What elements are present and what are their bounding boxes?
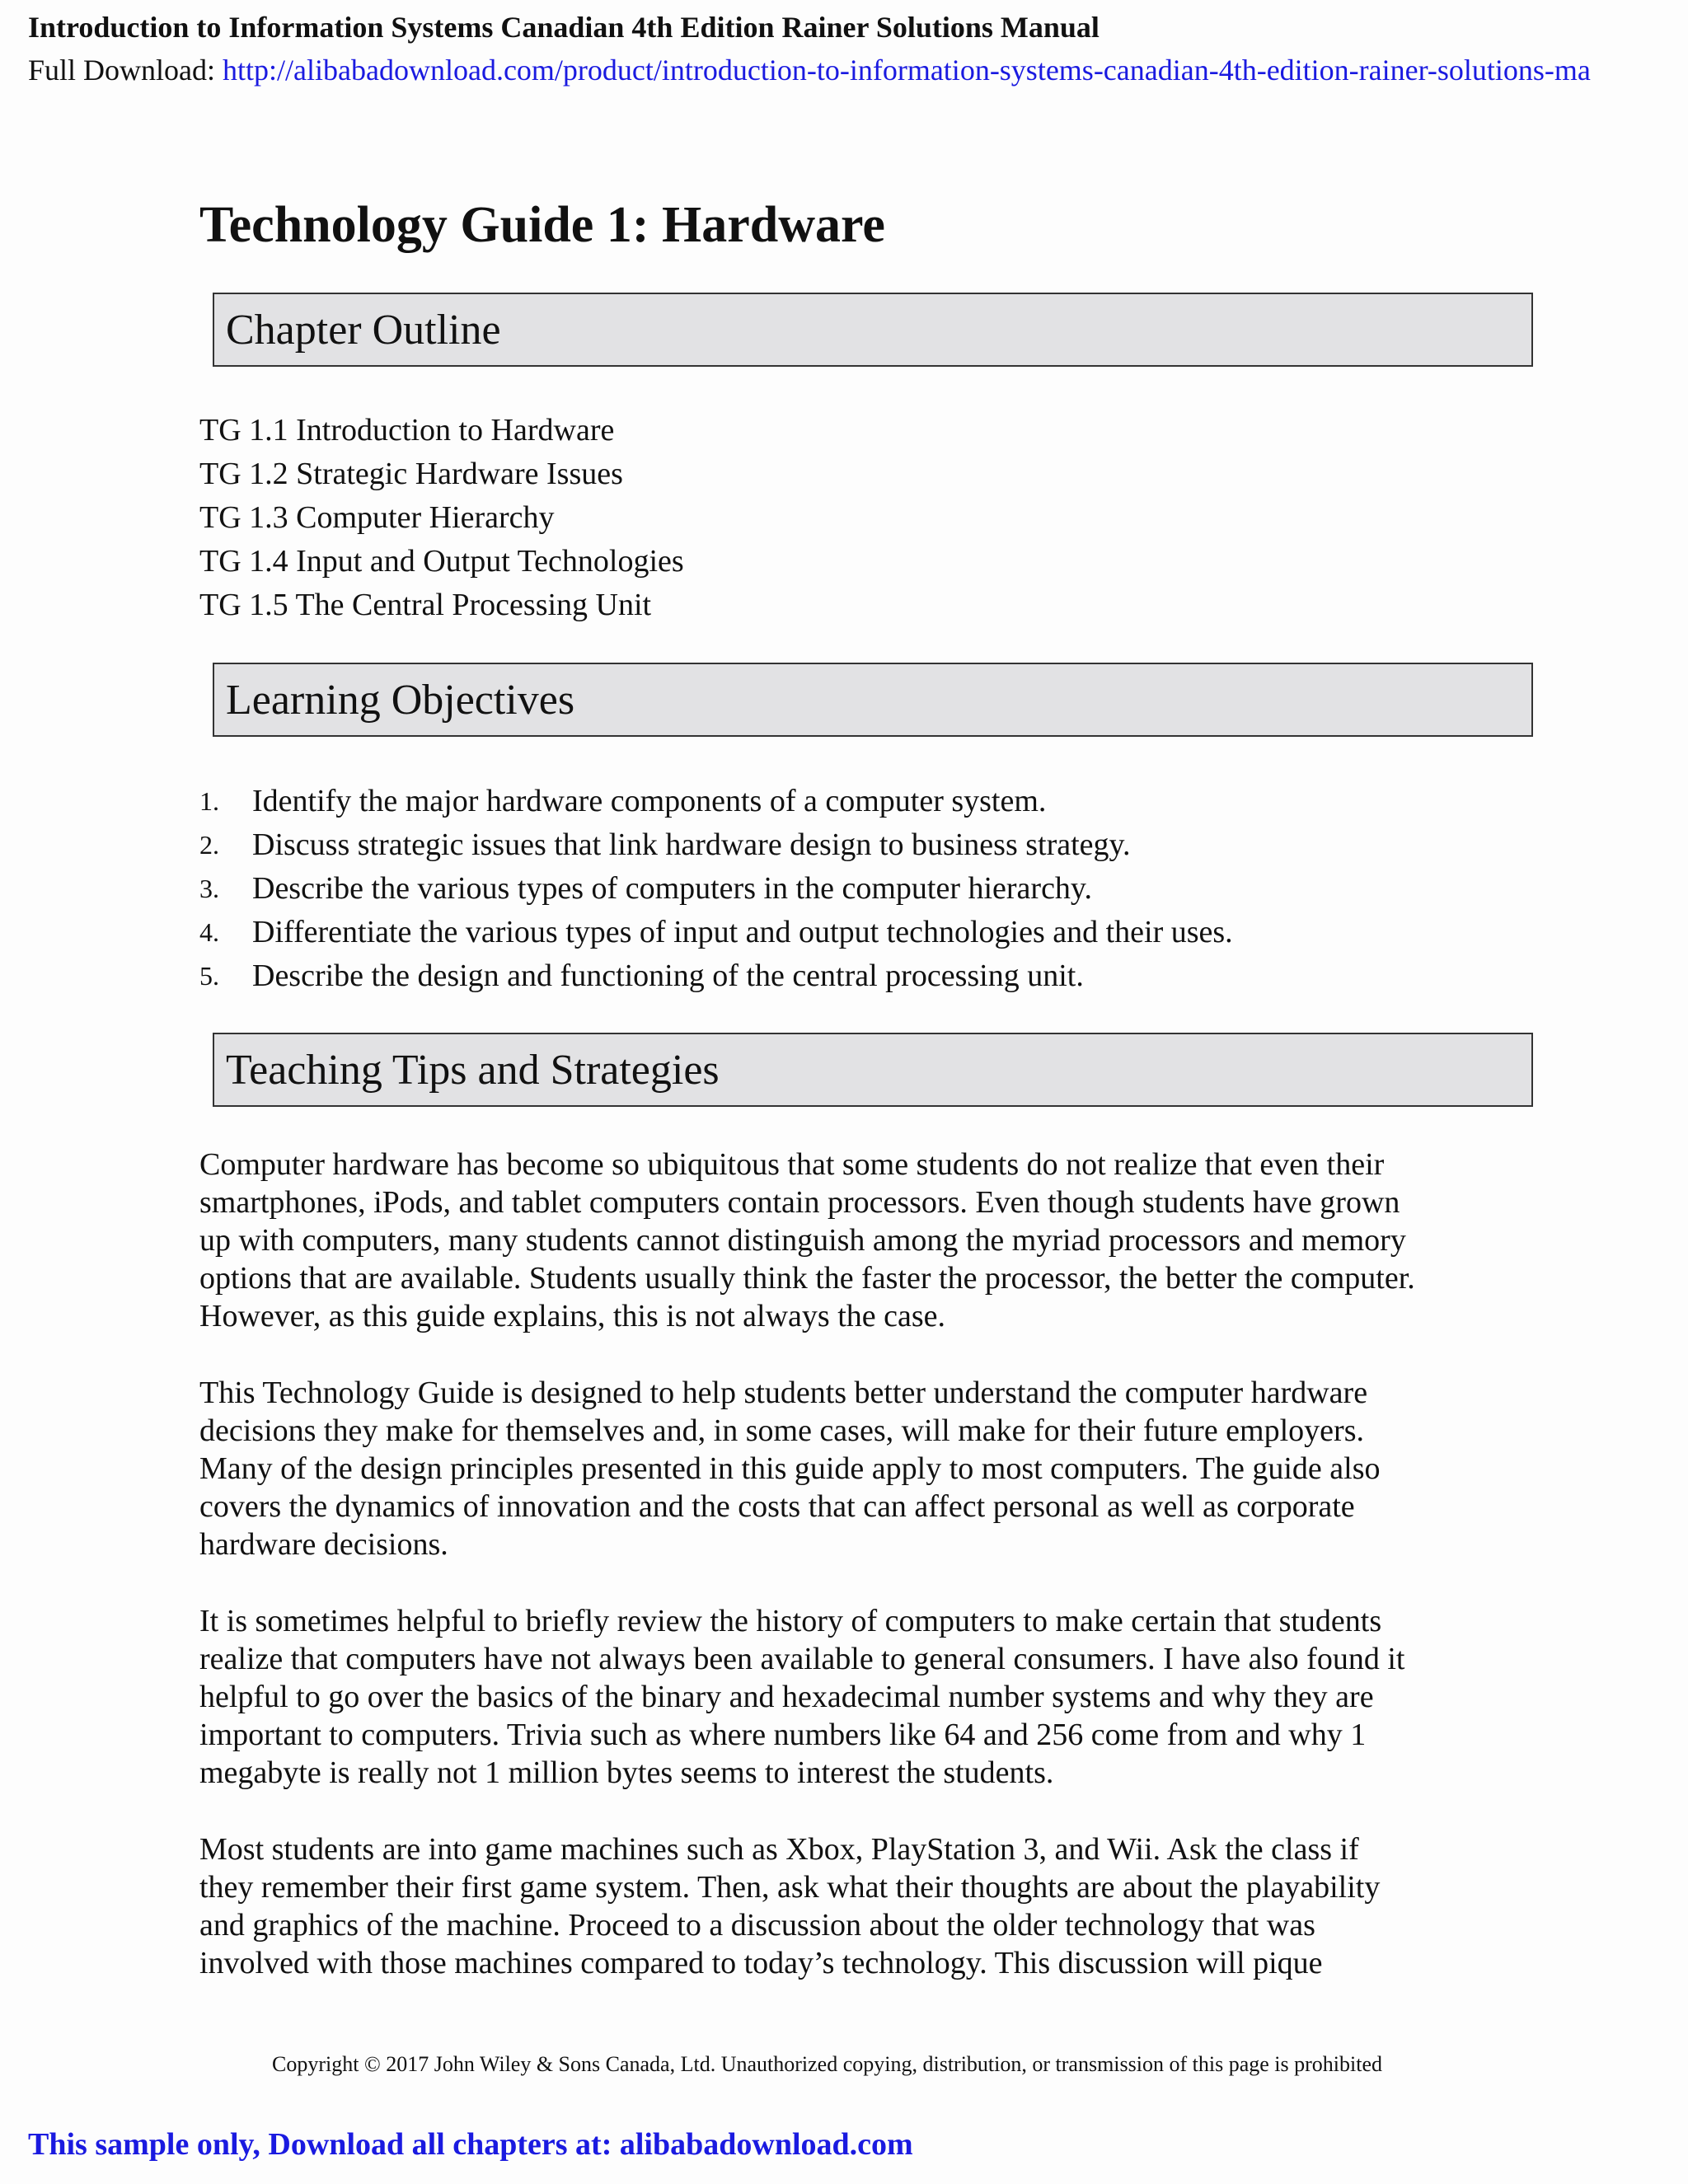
objective-text: Describe the various types of computers in the computer hierarchy.: [252, 871, 1092, 906]
objective-item: [199, 911, 1233, 954]
paragraph-line: Computer hardware has become so ubiquitous that some students do not realize that even their: [199, 1147, 1385, 1182]
paragraph-line: This Technology Guide is designed to help students better understand the computer hardware: [199, 1376, 1368, 1410]
section-learning-objectives: [213, 663, 1533, 737]
outline-item: TG 1.2 Strategic Hardware Issues: [199, 457, 623, 491]
objective-number: 2.: [199, 830, 219, 860]
objective-item: [199, 867, 1233, 911]
paragraph: [199, 1602, 1535, 1792]
paragraph-line: Many of the design principles presented in this guide apply to most computers. The guide also: [199, 1451, 1381, 1486]
download-link[interactable]: http://alibabadownload.com/product/introduction-to-information-systems-canadian-4th-edition-rainer-solutions-ma: [223, 54, 1591, 87]
paragraph-line: involved with those machines compared to today’s technology. This discussion will pique: [199, 1946, 1323, 1980]
objectives-list: [199, 780, 1233, 998]
paragraph-line: hardware decisions.: [199, 1527, 448, 1562]
download-label: Full Download:: [28, 54, 223, 87]
outline-list: [199, 409, 684, 627]
paragraph-line: smartphones, iPods, and tablet computers contain processors. Even though students have grown: [199, 1185, 1400, 1220]
download-cta[interactable]: This sample only, Download all chapters at: alibabadownload.com: [28, 2127, 913, 2162]
objective-text: Differentiate the various types of input and output technologies and their uses.: [252, 915, 1233, 949]
banner-title: Introduction to Information Systems Canadian 4th Edition Rainer Solutions Manual: [28, 11, 1100, 44]
paragraph-line: up with computers, many students cannot distinguish among the myriad processors and memory: [199, 1223, 1406, 1258]
objective-number: 5.: [199, 961, 219, 991]
objective-number: 3.: [199, 874, 219, 903]
paragraph: [199, 1146, 1535, 1335]
objective-item: [199, 780, 1233, 823]
section-heading: Chapter Outline: [226, 307, 501, 354]
section-heading: Learning Objectives: [226, 677, 575, 724]
banner-download: [28, 53, 1591, 87]
objective-item: [199, 823, 1233, 867]
paragraph: [199, 1830, 1535, 1982]
section-heading: Teaching Tips and Strategies: [226, 1047, 720, 1094]
paragraph-line: realize that computers have not always been available to general consumers. I have also found it: [199, 1642, 1405, 1676]
section-teaching-tips: [213, 1033, 1533, 1107]
copyright-notice: Copyright © 2017 John Wiley & Sons Canada, Ltd. Unauthorized copying, distribution, or transmission of this page is prohibited: [272, 2052, 1382, 2076]
objective-item: [199, 954, 1233, 998]
paragraph-line: important to computers. Trivia such as where numbers like 64 and 256 come from and why 1: [199, 1718, 1367, 1752]
section-chapter-outline: [213, 293, 1533, 367]
paragraph-line: Most students are into game machines such as Xbox, PlayStation 3, and Wii. Ask the class if: [199, 1832, 1359, 1867]
paragraph-line: options that are available. Students usually think the faster the processor, the better the computer.: [199, 1261, 1415, 1296]
paragraph-line: It is sometimes helpful to briefly review the history of computers to make certain that students: [199, 1604, 1382, 1638]
paragraph-line: However, as this guide explains, this is not always the case.: [199, 1299, 946, 1333]
objective-number: 1.: [199, 786, 219, 816]
objective-number: 4.: [199, 917, 219, 947]
paragraph-line: helpful to go over the basics of the binary and hexadecimal number systems and why they are: [199, 1680, 1374, 1714]
paragraph: [199, 1374, 1535, 1563]
outline-item: TG 1.3 Computer Hierarchy: [199, 500, 555, 535]
objective-text: Describe the design and functioning of the central processing unit.: [252, 958, 1084, 993]
paragraph-line: decisions they make for themselves and, in some cases, will make for their future employers.: [199, 1413, 1364, 1448]
paragraph-line: covers the dynamics of innovation and the costs that can affect personal as well as corporate: [199, 1489, 1355, 1524]
objective-text: Discuss strategic issues that link hardware design to business strategy.: [252, 827, 1131, 862]
paragraph-line: and graphics of the machine. Proceed to a discussion about the older technology that was: [199, 1908, 1315, 1943]
outline-item: TG 1.5 The Central Processing Unit: [199, 588, 652, 622]
page-title: Technology Guide 1: Hardware: [199, 197, 885, 253]
objective-text: Identify the major hardware components of a computer system.: [252, 784, 1047, 818]
paragraph-line: they remember their first game system. Then, ask what their thoughts are about the playability: [199, 1870, 1381, 1905]
outline-item: TG 1.1 Introduction to Hardware: [199, 413, 615, 448]
paragraph-line: megabyte is really not 1 million bytes seems to interest the students.: [199, 1755, 1054, 1790]
outline-item: TG 1.4 Input and Output Technologies: [199, 544, 684, 579]
